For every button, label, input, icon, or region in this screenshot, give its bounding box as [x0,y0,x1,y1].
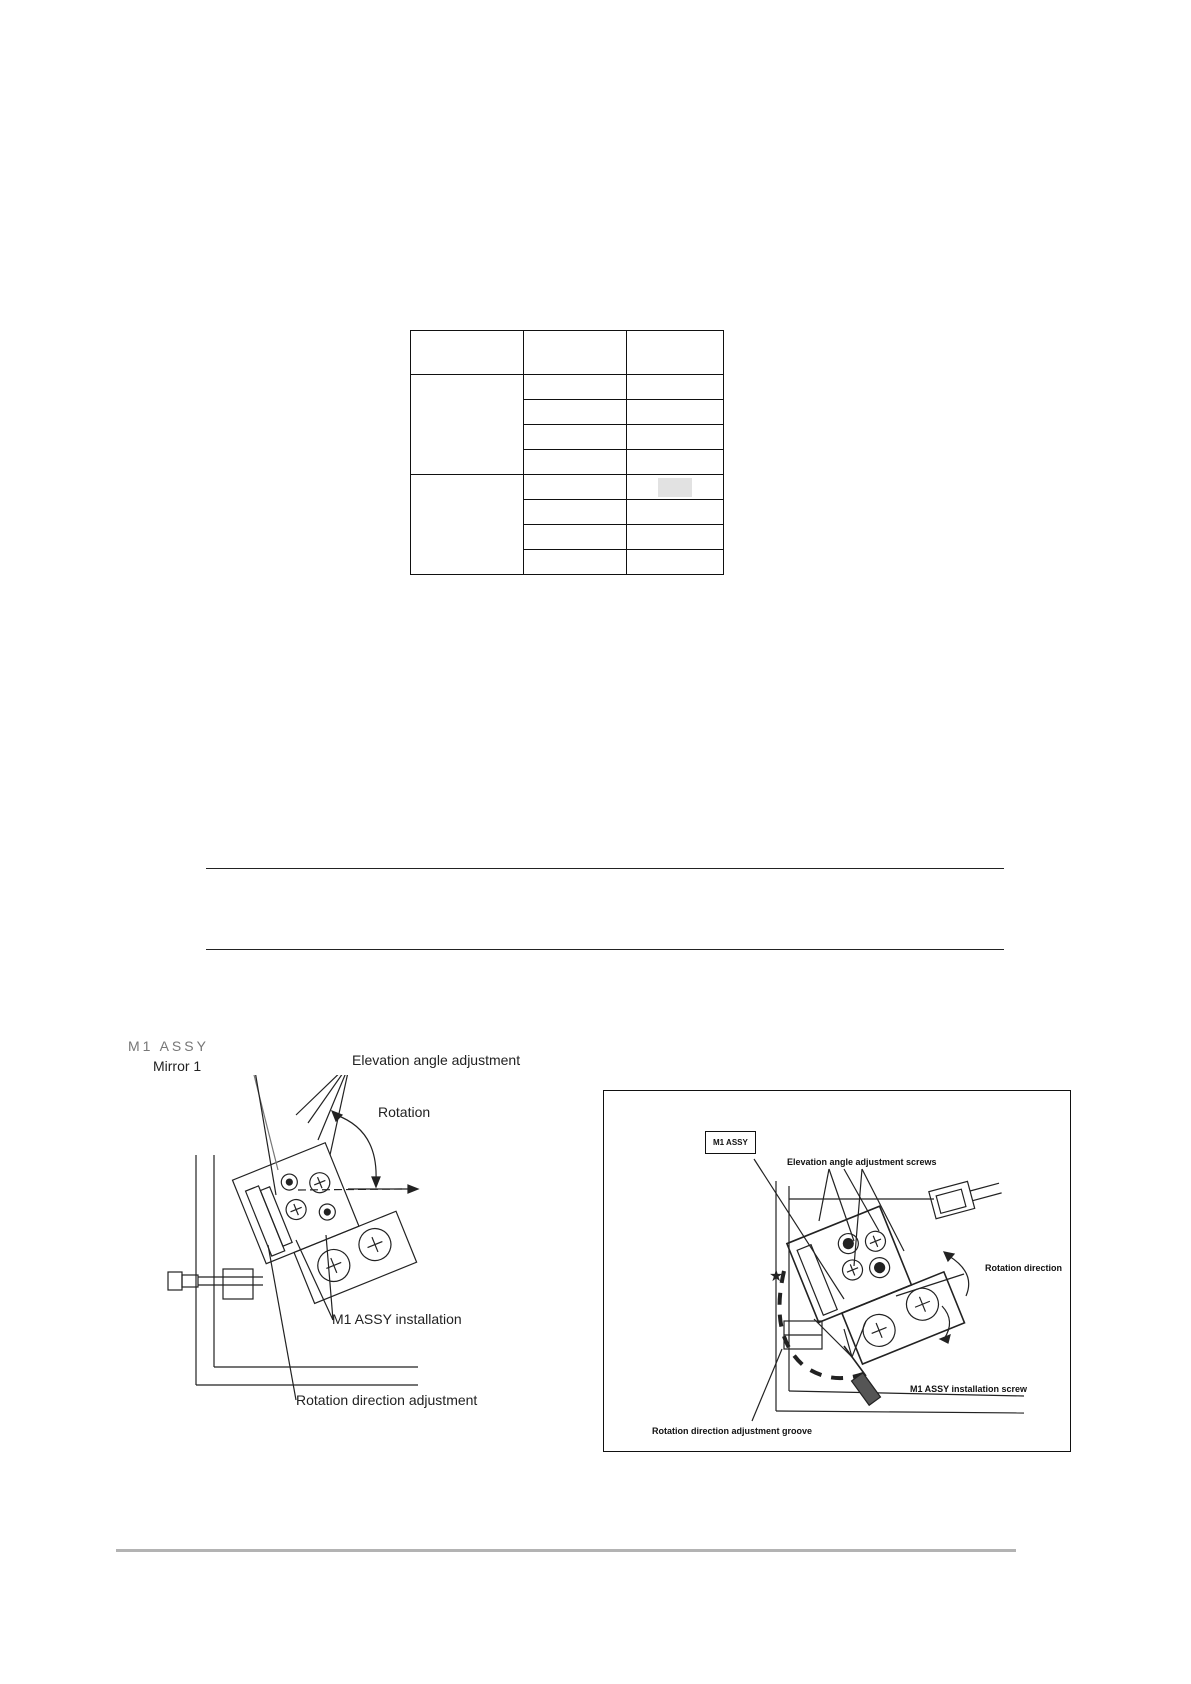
table-cell [627,375,724,400]
table-cell [627,500,724,525]
empty-table [410,330,724,575]
table-cell [524,525,627,550]
left-label-mirror: Mirror 1 [153,1058,202,1074]
table-cell [627,525,724,550]
table-row [411,475,724,500]
shaded-cell-mark [658,478,692,497]
left-label-elevation: Elevation angle adjustment [352,1052,521,1068]
left-label-m1-assy: M1 ASSY [128,1038,209,1054]
table-cell [524,475,627,500]
table-cell [627,400,724,425]
right-label-elevation-screws: Elevation angle adjustment screws [787,1157,937,1167]
left-label-rotation-adjustment: Rotation direction adjustment [296,1392,478,1408]
left-label-installation: M1 ASSY installation [332,1311,462,1327]
table-header-row [411,331,724,375]
right-label-groove: Rotation direction adjustment groove [652,1426,813,1436]
table-cell [627,425,724,450]
table-cell [627,450,724,475]
right-label-m1-assy: M1 ASSY [705,1131,756,1154]
left-label-rotation: Rotation [378,1104,431,1120]
svg-text:★: ★ [769,1266,784,1285]
table-cell [524,500,627,525]
table-cell [627,550,724,575]
table-cell [411,375,524,475]
table-cell [627,475,724,500]
divider-bottom [206,949,1004,950]
right-label-installation-screw: M1 ASSY installation screw [910,1384,1028,1394]
table-cell [524,375,627,400]
right-label-rotation-direction: Rotation direction [985,1263,1062,1273]
table-cell [524,425,627,450]
table-cell [411,331,524,375]
table-cell [627,331,724,375]
table-cell [524,331,627,375]
table-cell [524,450,627,475]
table-cell [524,400,627,425]
table-cell [524,550,627,575]
table-cell [411,475,524,575]
footer-divider [116,1549,1016,1552]
divider-top [206,868,1004,869]
table-row [411,375,724,400]
